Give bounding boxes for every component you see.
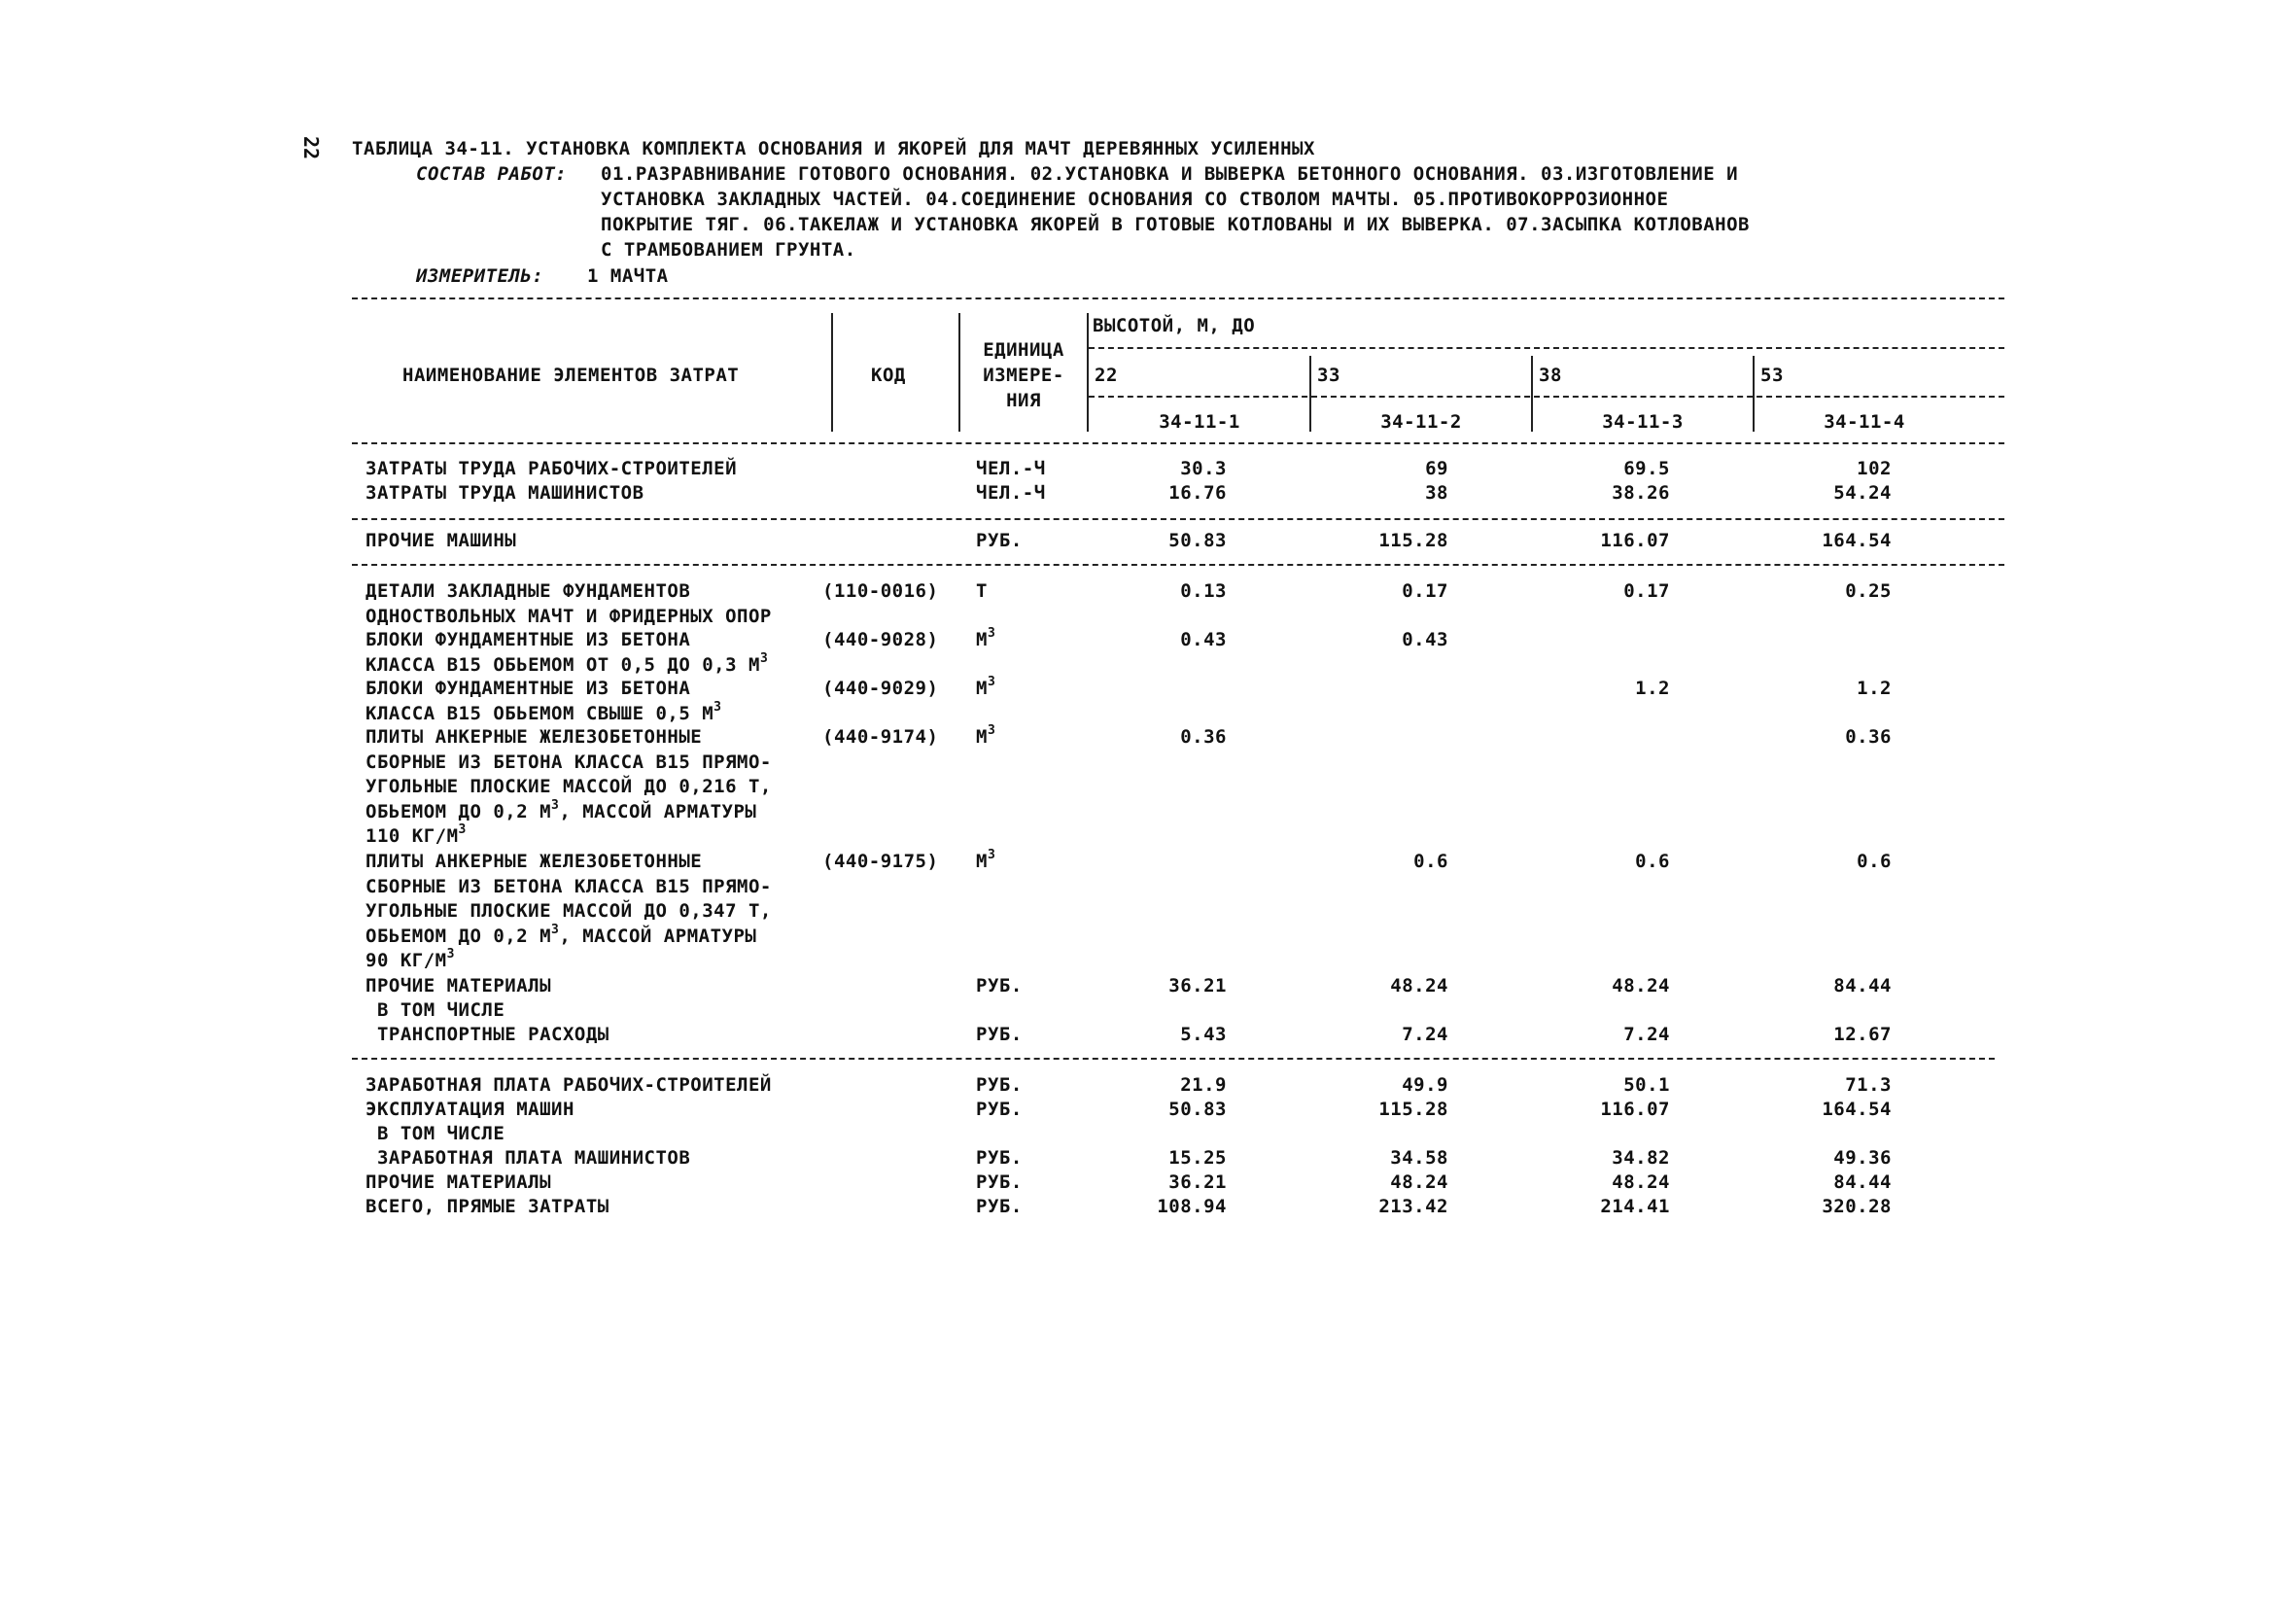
header-divider <box>958 313 960 432</box>
superscript: 3 <box>551 797 560 813</box>
cost-value: 38.26 <box>1612 482 1670 504</box>
unit-of-measure: $М^3$ <box>976 675 996 699</box>
unit-of-measure: РУБ. <box>976 530 1023 551</box>
unit-of-measure: РУБ. <box>976 1074 1023 1096</box>
resource-code: (440-9028) <box>822 629 939 650</box>
unit-of-measure: $М^3$ <box>976 723 996 748</box>
unit-of-measure: ЧЕЛ.-Ч <box>976 458 1046 479</box>
superscript: 3 <box>759 650 769 666</box>
header-divider <box>831 313 833 432</box>
cost-item-line: ОБЬЕМОМ ДО 0,2 $М^3$, МАССОЙ АРМАТУРЫ <box>365 797 757 822</box>
height-22: 22 <box>1095 365 1118 386</box>
cost-value: 48.24 <box>1612 1171 1670 1193</box>
cost-value: 50.1 <box>1623 1074 1670 1096</box>
cost-value: 49.36 <box>1833 1147 1892 1169</box>
composition-line-2: УСТАНОВКА ЗАКЛАДНЫХ ЧАСТЕЙ. 04.СОЕДИНЕНИЕ ОСНОВАНИЯ СО СТВОЛОМ МАЧТЫ. 05.ПРОТИВОКОРРОЗИОННОЕ <box>601 189 1669 210</box>
unit-of-measure: РУБ. <box>976 1196 1023 1217</box>
cost-item-line: ЗАТРАТЫ ТРУДА РАБОЧИХ-СТРОИТЕЛЕЙ <box>365 458 738 479</box>
superscript: 3 <box>987 723 996 738</box>
cost-value: 5.43 <box>1180 1024 1227 1045</box>
cost-value: 115.28 <box>1378 530 1448 551</box>
cost-item-line: УГОЛЬНЫЕ ПЛОСКИЕ МАССОЙ ДО 0,216 Т, <box>365 776 772 797</box>
cost-value: 48.24 <box>1390 975 1448 996</box>
header-divider <box>1531 356 1533 432</box>
header-top-rule <box>352 297 2004 299</box>
cost-value: 84.44 <box>1833 1171 1892 1193</box>
cost-value: 0.17 <box>1402 580 1448 602</box>
cost-value: 0.13 <box>1180 580 1227 602</box>
cost-value: 34.58 <box>1390 1147 1448 1169</box>
cost-value: 48.24 <box>1612 975 1670 996</box>
cost-value: 16.76 <box>1168 482 1227 504</box>
cost-value: 214.41 <box>1600 1196 1670 1217</box>
cost-item-line: ОБЬЕМОМ ДО 0,2 $М^3$, МАССОЙ АРМАТУРЫ <box>365 922 757 947</box>
resource-code: (440-9029) <box>822 678 939 699</box>
cost-value: 34.82 <box>1612 1147 1670 1169</box>
code-34-11-3: 34-11-3 <box>1602 411 1684 433</box>
cost-value: 54.24 <box>1833 482 1892 504</box>
cost-value: 0.36 <box>1180 726 1227 748</box>
cost-value: 50.83 <box>1168 1099 1227 1120</box>
header-height: ВЫСОТОЙ, М, ДО <box>1093 315 1256 336</box>
header-name: НАИМЕНОВАНИЕ ЭЛЕМЕНТОВ ЗАТРАТ <box>402 365 740 386</box>
unit-of-measure: $М^3$ <box>976 848 996 872</box>
header-code: КОД <box>871 365 906 386</box>
cost-item-line: ЭКСПЛУАТАЦИЯ МАШИН <box>365 1099 574 1120</box>
meter-value: 1 МАЧТА <box>587 265 669 287</box>
cost-value: 30.3 <box>1180 458 1227 479</box>
cost-item-line: КЛАССА В15 ОБЬЕМОМ СВЫШЕ 0,5 $М^3$ <box>365 699 722 724</box>
cost-item-line: БЛОКИ ФУНДАМЕНТНЫЕ ИЗ БЕТОНА <box>365 629 691 650</box>
superscript: 3 <box>446 947 455 961</box>
cost-item-line: В ТОМ ЧИСЛЕ <box>365 999 505 1021</box>
cost-value: 0.6 <box>1413 851 1448 872</box>
cost-item-line: ПРОЧИЕ МАТЕРИАЛЫ <box>365 975 552 996</box>
composition-line-3: ПОКРЫТИЕ ТЯГ. 06.ТАКЕЛАЖ И УСТАНОВКА ЯКОРЕЙ В ГОТОВЫЕ КОТЛОВАНЫ И ИХ ВЫВЕРКА. 07.ЗАСЫПКА КОТЛОВАНОВ <box>601 214 1750 235</box>
cost-value: 0.36 <box>1845 726 1892 748</box>
code-34-11-4: 34-11-4 <box>1824 411 1905 433</box>
cost-item-line: УГОЛЬНЫЕ ПЛОСКИЕ МАССОЙ ДО 0,347 Т, <box>365 900 772 922</box>
header-unit-1: ЕДИНИЦА <box>983 339 1064 361</box>
cost-item-line: ТРАНСПОРТНЫЕ РАСХОДЫ <box>365 1024 609 1045</box>
composition-line-4: С ТРАМБОВАНИЕМ ГРУНТА. <box>601 239 856 261</box>
cost-value: 36.21 <box>1168 1171 1227 1193</box>
section-rule <box>352 1058 1995 1060</box>
resource-code: (440-9174) <box>822 726 939 748</box>
cost-value: 7.24 <box>1402 1024 1448 1045</box>
cost-value: 0.43 <box>1180 629 1227 650</box>
unit-of-measure: РУБ. <box>976 975 1023 996</box>
cost-item-line: ЗАРАБОТНАЯ ПЛАТА РАБОЧИХ-СТРОИТЕЛЕЙ <box>365 1074 772 1096</box>
cost-value: 71.3 <box>1845 1074 1892 1096</box>
unit-of-measure: РУБ. <box>976 1099 1023 1120</box>
unit-of-measure: ЧЕЛ.-Ч <box>976 482 1046 504</box>
cost-value: 0.6 <box>1635 851 1670 872</box>
section-rule <box>352 564 2004 566</box>
unit-of-measure: РУБ. <box>976 1147 1023 1169</box>
cost-item-line: ПРОЧИЕ МАТЕРИАЛЫ <box>365 1171 552 1193</box>
header-code-rule <box>1089 396 2004 398</box>
cost-value: 84.44 <box>1833 975 1892 996</box>
unit-of-measure: РУБ. <box>976 1024 1023 1045</box>
height-53: 53 <box>1760 365 1784 386</box>
resource-code: (440-9175) <box>822 851 939 872</box>
cost-item-line: ОДНОСТВОЛЬНЫХ МАЧТ И ФРИДЕРНЫХ ОПОР <box>365 605 772 627</box>
cost-item-line: СБОРНЫЕ ИЗ БЕТОНА КЛАССА В15 ПРЯМО- <box>365 751 772 773</box>
cost-value: 102 <box>1857 458 1892 479</box>
cost-item-line: СБОРНЫЕ ИЗ БЕТОНА КЛАССА В15 ПРЯМО- <box>365 875 772 897</box>
height-33: 33 <box>1317 365 1340 386</box>
cost-item-line: ДЕТАЛИ ЗАКЛАДНЫЕ ФУНДАМЕНТОВ <box>365 580 691 602</box>
cost-item-line: 110 $КГ/М^3$ <box>365 822 467 847</box>
cost-value: 48.24 <box>1390 1171 1448 1193</box>
code-34-11-1: 34-11-1 <box>1159 411 1240 433</box>
cost-item-line: ПЛИТЫ АНКЕРНЫЕ ЖЕЛЕЗОБЕТОННЫЕ <box>365 726 703 748</box>
cost-value: 0.43 <box>1402 629 1448 650</box>
header-height-rule <box>1089 347 2004 349</box>
cost-value: 0.6 <box>1857 851 1892 872</box>
meter-label: ИЗМЕРИТЕЛЬ: <box>416 265 544 287</box>
cost-item-line: ВСЕГО, ПРЯМЫЕ ЗАТРАТЫ <box>365 1196 609 1217</box>
cost-value: 69 <box>1425 458 1448 479</box>
cost-value: 164.54 <box>1822 1099 1892 1120</box>
cost-value: 15.25 <box>1168 1147 1227 1169</box>
cost-value: 0.17 <box>1623 580 1670 602</box>
resource-code: (110-0016) <box>822 580 939 602</box>
cost-item-line: ПРОЧИЕ МАШИНЫ <box>365 530 517 551</box>
cost-item-line: КЛАССА В15 ОБЬЕМОМ ОТ 0,5 ДО 0,3 $М^3$ <box>365 650 769 676</box>
superscript: 3 <box>987 626 996 641</box>
cost-value: 50.83 <box>1168 530 1227 551</box>
unit-of-measure: Т <box>976 580 988 602</box>
cost-item-line: В ТОМ ЧИСЛЕ <box>365 1123 505 1144</box>
superscript: 3 <box>458 822 467 837</box>
superscript: 3 <box>987 848 996 862</box>
cost-item-line: ЗАРАБОТНАЯ ПЛАТА МАШИНИСТОВ <box>365 1147 691 1169</box>
cost-item-line: БЛОКИ ФУНДАМЕНТНЫЕ ИЗ БЕТОНА <box>365 678 691 699</box>
cost-value: 116.07 <box>1600 530 1670 551</box>
cost-item-line: ЗАТРАТЫ ТРУДА МАШИНИСТОВ <box>365 482 644 504</box>
cost-item-line: 90 $КГ/М^3$ <box>365 947 455 971</box>
cost-value: 69.5 <box>1623 458 1670 479</box>
composition-line-1: 01.РАЗРАВНИВАНИЕ ГОТОВОГО ОСНОВАНИЯ. 02.УСТАНОВКА И ВЫВЕРКА БЕТОННОГО ОСНОВАНИЯ. 03.ИЗГОТОВЛЕНИЕ И <box>601 163 1739 185</box>
cost-value: 36.21 <box>1168 975 1227 996</box>
header-divider <box>1087 313 1089 432</box>
unit-of-measure: $М^3$ <box>976 626 996 650</box>
superscript: 3 <box>551 922 560 937</box>
table-title: ТАБЛИЦА 34-11. УСТАНОВКА КОМПЛЕКТА ОСНОВАНИЯ И ЯКОРЕЙ ДЛЯ МАЧТ ДЕРЕВЯННЫХ УСИЛЕННЫХ <box>352 138 1315 159</box>
cost-value: 115.28 <box>1378 1099 1448 1120</box>
cost-item-line: ПЛИТЫ АНКЕРНЫЕ ЖЕЛЕЗОБЕТОННЫЕ <box>365 851 703 872</box>
height-38: 38 <box>1539 365 1562 386</box>
cost-value: 116.07 <box>1600 1099 1670 1120</box>
cost-value: 213.42 <box>1378 1196 1448 1217</box>
cost-value: 7.24 <box>1623 1024 1670 1045</box>
cost-value: 108.94 <box>1157 1196 1227 1217</box>
cost-value: 0.25 <box>1845 580 1892 602</box>
cost-value: 49.9 <box>1402 1074 1448 1096</box>
header-unit-2: ИЗМЕРЕ- <box>983 365 1064 386</box>
cost-value: 1.2 <box>1857 678 1892 699</box>
cost-value: 21.9 <box>1180 1074 1227 1096</box>
cost-value: 1.2 <box>1635 678 1670 699</box>
header-bottom-rule <box>352 442 2004 444</box>
code-34-11-2: 34-11-2 <box>1380 411 1462 433</box>
header-unit-3: НИЯ <box>1006 390 1041 411</box>
superscript: 3 <box>713 699 722 715</box>
cost-value: 164.54 <box>1822 530 1892 551</box>
page-number: 22 <box>299 135 324 160</box>
section-rule <box>352 518 2004 520</box>
cost-value: 320.28 <box>1822 1196 1892 1217</box>
header-divider <box>1753 356 1755 432</box>
header-divider <box>1309 356 1311 432</box>
composition-label: СОСТАВ РАБОТ: <box>416 163 568 185</box>
cost-value: 38 <box>1425 482 1448 504</box>
superscript: 3 <box>987 675 996 689</box>
cost-value: 12.67 <box>1833 1024 1892 1045</box>
unit-of-measure: РУБ. <box>976 1171 1023 1193</box>
